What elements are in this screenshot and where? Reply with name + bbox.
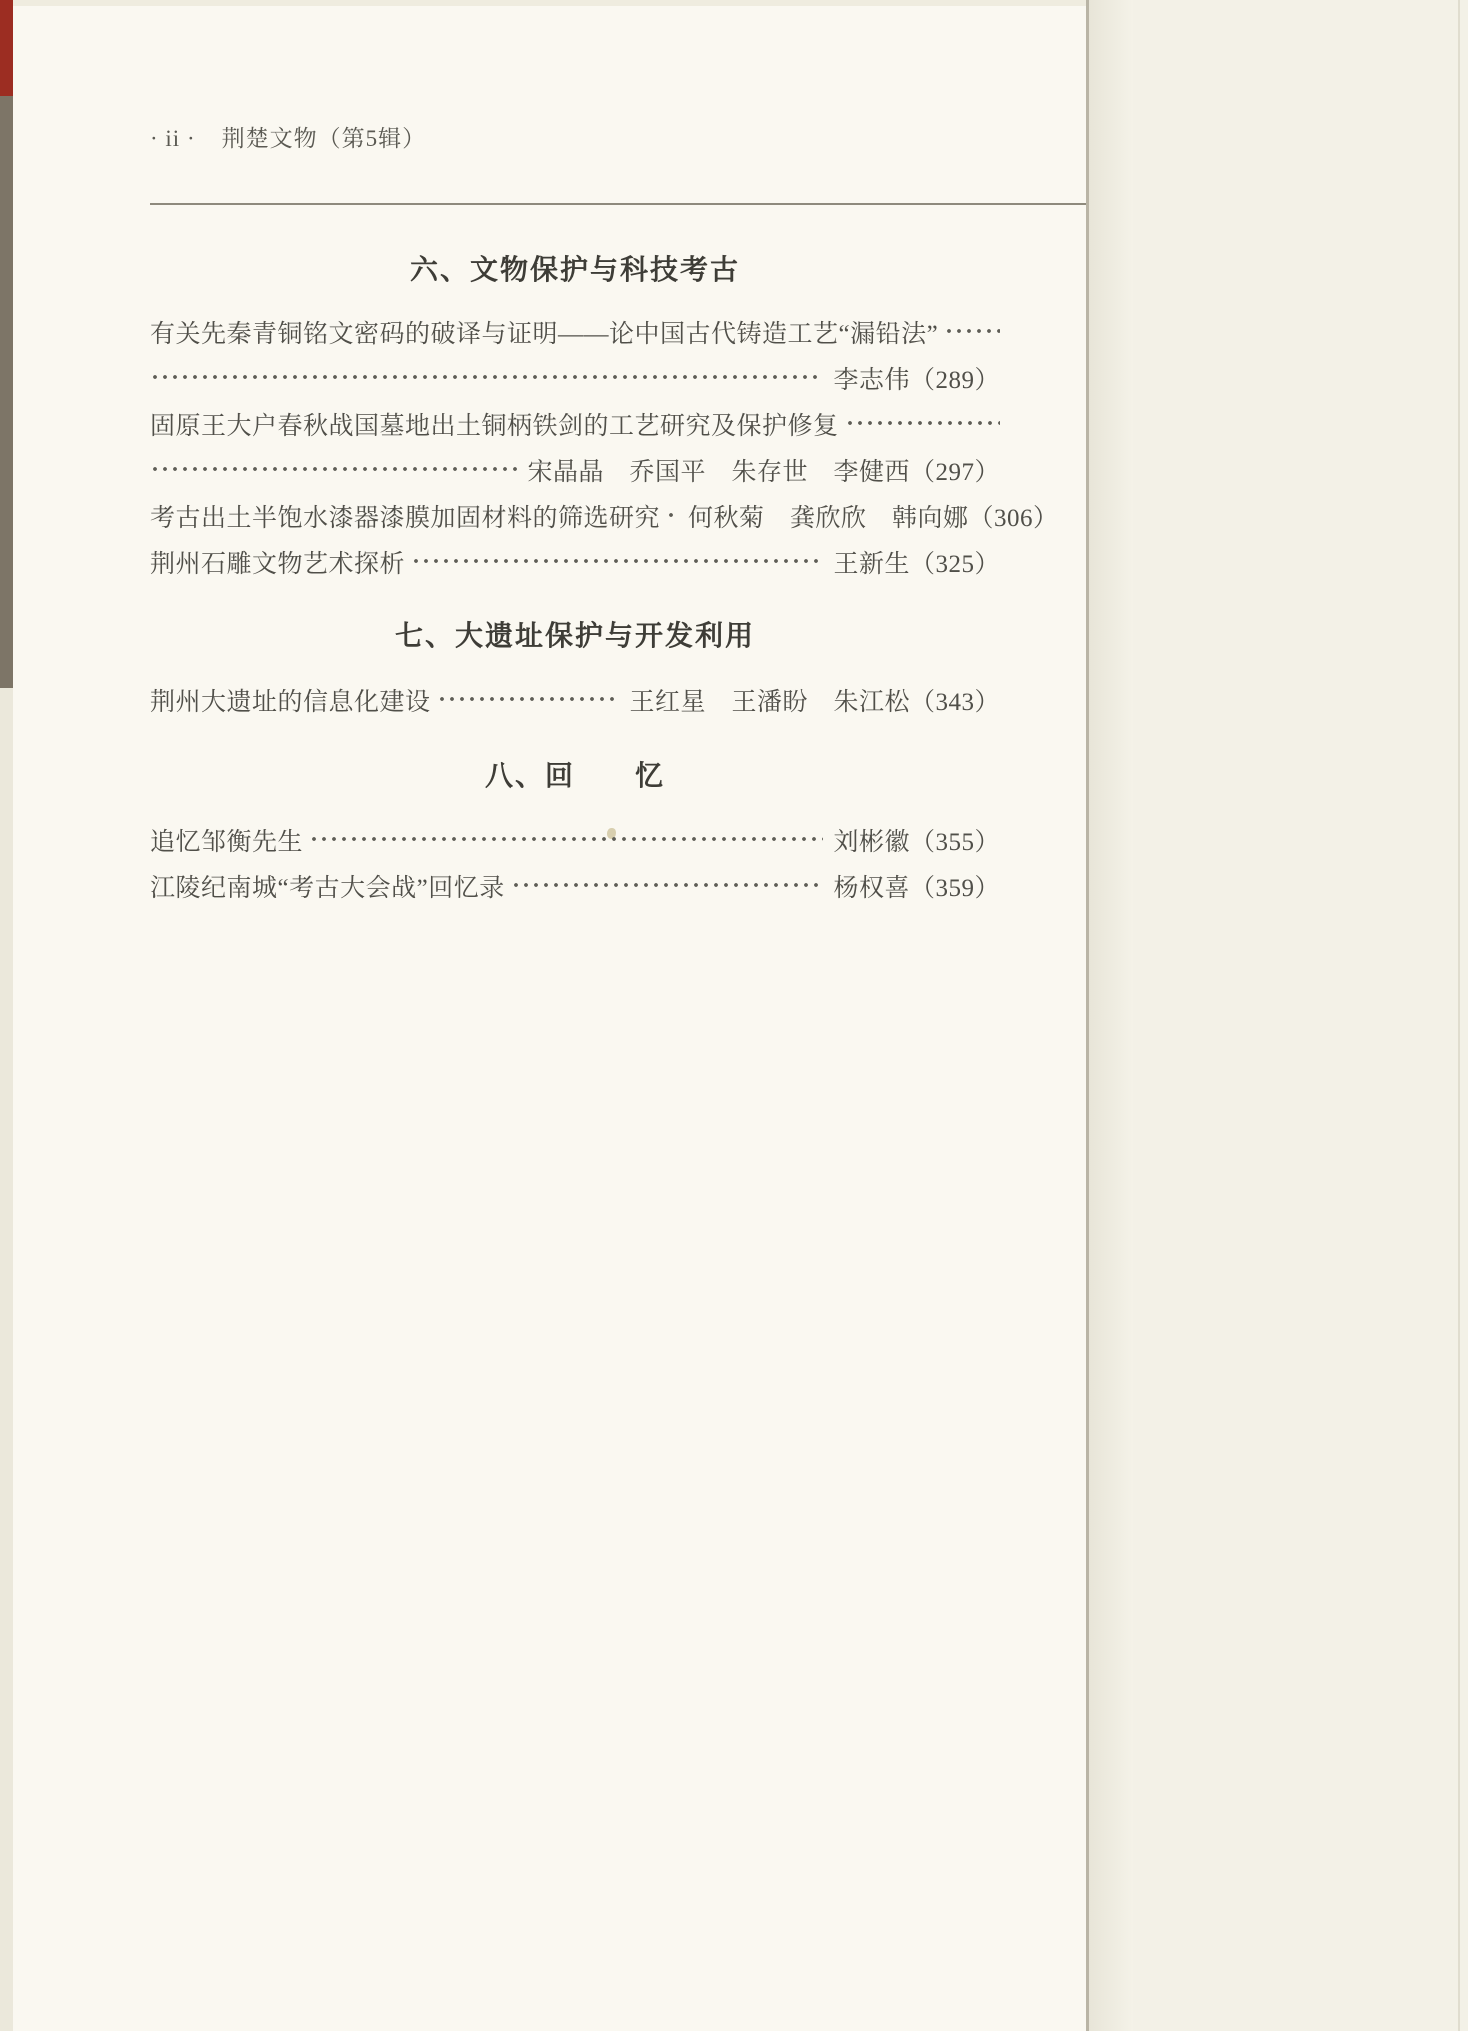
entry-title: 考古出土半饱水漆器漆膜加固材料的筛选研究: [150, 505, 661, 532]
dot-leader: [944, 317, 1000, 342]
entry-title: 荆州石雕文物艺术探析: [150, 551, 406, 578]
toc-entry: [150, 312, 1000, 358]
table-of-contents: [150, 250, 1059, 912]
toc-entry: [150, 866, 1000, 912]
dot-leader: [411, 547, 823, 572]
scan-right-margin: [1133, 0, 1468, 2031]
scan-right-edge-line: [1458, 0, 1460, 2031]
section-heading-8: 八、回 忆: [484, 760, 665, 791]
entry-authors-page: 宋晶晶 乔国平 朱存世 李健西（297）: [527, 459, 1000, 486]
entry-authors-page: 王红星 王潘盼 朱江松（343）: [629, 689, 1000, 716]
toc-entry: [150, 496, 1059, 542]
dot-leader: [437, 685, 620, 710]
header-rule: [150, 203, 1086, 205]
book-title: 荆楚文物（第5辑）: [221, 126, 427, 151]
toc-entry: [150, 820, 1000, 866]
page-fold-shadow: [1089, 0, 1133, 2031]
entry-authors-page: 何秋菊 龚欣欣 韩向娜（306）: [688, 505, 1059, 532]
toc-entry: [150, 680, 1000, 726]
toc-entry-continuation: [150, 358, 1000, 404]
section-heading-6: 六、文物保护与科技考古: [409, 254, 740, 285]
dot-leader: [150, 363, 823, 388]
entry-title: 有关先秦青铜铭文密码的破译与证明——论中国古代铸造工艺“漏铅法”: [150, 321, 939, 348]
entry-title: 固原王大户春秋战国墓地出土铜柄铁剑的工艺研究及保护修复: [150, 413, 839, 440]
section-6-entries: [150, 312, 1059, 588]
entry-authors-page: 王新生（325）: [833, 551, 1000, 578]
dot-leader: [309, 825, 823, 850]
dot-leader: [666, 501, 678, 526]
entry-authors-page: 杨权喜（359）: [833, 875, 1000, 902]
book-spine-gray-strip: [0, 96, 13, 688]
folio-page-number: · ii ·: [150, 126, 196, 151]
entry-title: 追忆邹衡先生: [150, 829, 304, 856]
entry-authors-page: 李志伟（289）: [833, 367, 1000, 394]
section-heading-7: 七、大遗址保护与开发利用: [394, 620, 755, 651]
dot-leader: [150, 455, 517, 480]
book-spine-lower-strip: [0, 688, 13, 2031]
dot-leader: [845, 409, 1000, 434]
entry-title: 荆州大遗址的信息化建设: [150, 689, 431, 716]
toc-entry: [150, 542, 1000, 588]
book-spine-red-strip: [0, 0, 13, 96]
toc-entry: [150, 404, 1000, 450]
entry-title: 江陵纪南城“考古大会战”回忆录: [150, 875, 505, 902]
section-7-entries: [150, 680, 1000, 726]
dot-leader: [511, 871, 824, 896]
section-8-entries: [150, 820, 1000, 912]
toc-entry-continuation: [150, 450, 1000, 496]
entry-authors-page: 刘彬徽（355）: [833, 829, 1000, 856]
running-head: [150, 120, 1010, 153]
